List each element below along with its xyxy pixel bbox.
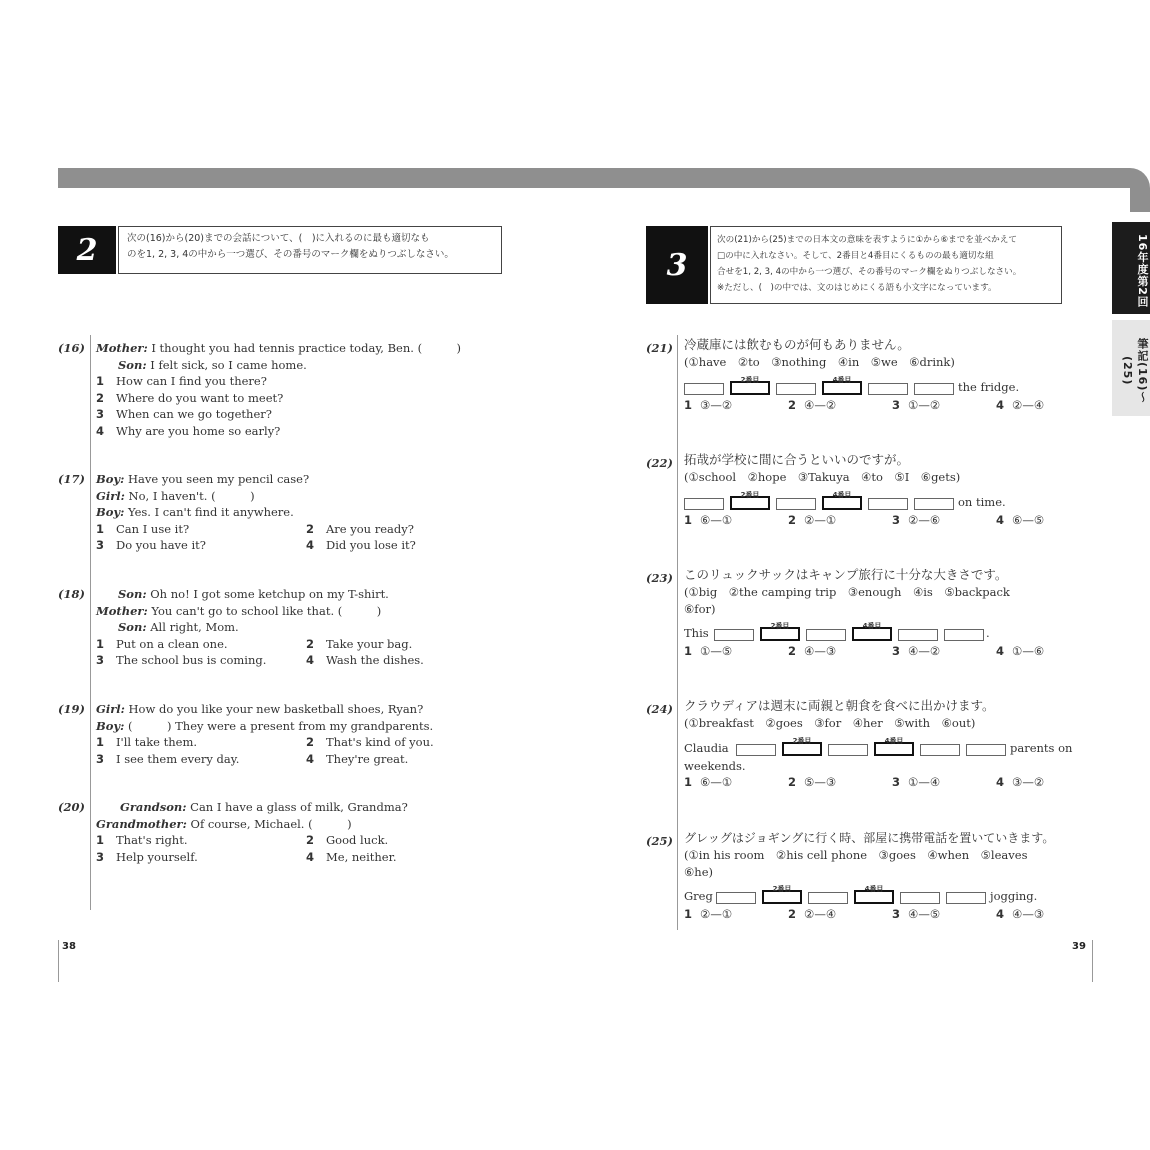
- blank-box[interactable]: [714, 629, 754, 641]
- answer-choice[interactable]: 3 ④—⑤: [892, 907, 941, 921]
- dialogue-text: You can't go to school like that. ( ): [147, 603, 382, 618]
- answer-choices: [684, 512, 1104, 529]
- answer-choice[interactable]: 3 ④—②: [892, 644, 941, 658]
- speaker: Boy:: [96, 505, 125, 519]
- answer-choice[interactable]: 4 ①—⑥: [996, 644, 1045, 658]
- option[interactable]: 3 When can we go together?: [96, 407, 272, 421]
- dialogue-text: No, I haven't. ( ): [124, 488, 255, 503]
- option-row: [96, 652, 496, 669]
- answer-choice[interactable]: 3 ①—②: [892, 397, 941, 412]
- word-choices: (①in his room ②his cell phone ③goes ④when ⑤leaves: [684, 848, 1028, 862]
- blank-box[interactable]: [808, 892, 848, 904]
- question-divider-line: [90, 335, 91, 910]
- dialogue-line: [96, 603, 496, 620]
- question-22: [684, 451, 1104, 528]
- option-row: [96, 751, 496, 768]
- option-row: [96, 537, 496, 554]
- answer-choice[interactable]: 3 ①—④: [892, 775, 941, 789]
- sentence-start: Claudia: [684, 740, 729, 755]
- option[interactable]: 4 Did you lose it?: [306, 538, 416, 552]
- speaker: Mother:: [96, 341, 148, 355]
- dialogue-text: ( ) They were a present from my grandparents.: [124, 718, 434, 733]
- blank-box[interactable]: [828, 744, 868, 756]
- question-23: [684, 566, 1104, 660]
- dialogue-text: All right, Mom.: [146, 620, 239, 634]
- speaker: Son:: [118, 620, 147, 634]
- box-label: 4番目: [862, 622, 882, 630]
- blank-box-2nd[interactable]: [782, 736, 822, 756]
- japanese-sentence: 冷蔵庫には飲むものが何もありません。: [684, 337, 910, 352]
- answer-choice[interactable]: 3 ②—⑥: [892, 512, 941, 527]
- answer-boxes: [684, 736, 1104, 758]
- option[interactable]: 2 Are you ready?: [306, 521, 414, 536]
- side-tab-section: 筆記(16)〜(25): [1112, 320, 1150, 416]
- sentence-end: parents on: [1010, 740, 1073, 755]
- dialogue-line: [96, 718, 496, 735]
- sentence-end: on time.: [958, 494, 1006, 509]
- option[interactable]: 1 How can I find you there?: [96, 374, 267, 388]
- option[interactable]: 2 Good luck.: [306, 833, 389, 847]
- blank-box-2nd[interactable]: [730, 375, 770, 395]
- instruction-line: 次の(21)から(25)までの日本文の意味を表すように①から⑥までを並べかえて: [717, 235, 1017, 245]
- question-number: (21): [646, 341, 673, 355]
- question-number: (24): [646, 702, 673, 716]
- question-24: [684, 697, 1104, 791]
- word-choices-cont: ⑥for): [684, 601, 716, 616]
- instruction-line: ※ただし、( )の中では、文のはじめにくる語も小文字になっています。: [717, 283, 997, 293]
- speaker: Grandson:: [120, 800, 187, 814]
- question-19: [96, 701, 496, 767]
- option[interactable]: 1 Put on a clean one.: [96, 636, 228, 651]
- answer-choices: [684, 643, 1104, 660]
- question-16: [96, 340, 496, 439]
- dialogue-text: How do you like your new basketball shoes, Ryan?: [124, 702, 424, 716]
- box-label: 2番目: [772, 885, 792, 893]
- blank-box[interactable]: [944, 629, 984, 641]
- dialogue-line: [96, 701, 496, 718]
- answer-choice[interactable]: 1 ⑥—①: [684, 512, 733, 527]
- speaker: Grandmother:: [96, 816, 187, 831]
- box-label: 4番目: [884, 736, 904, 745]
- dialogue-text: Have you seen my pencil case?: [124, 472, 310, 486]
- answer-choice[interactable]: 2 ②—④: [788, 907, 837, 921]
- question-18: [96, 586, 496, 669]
- option[interactable]: 4 Me, neither.: [306, 849, 397, 864]
- dialogue-line: [96, 488, 496, 505]
- sentence-end: jogging.: [990, 889, 1038, 903]
- speaker: Girl:: [96, 702, 125, 716]
- option[interactable]: 2 Take your bag.: [306, 636, 413, 651]
- instruction-line: のを1, 2, 3, 4の中から一つ選び、その番号のマーク欄をぬりつぶしなさい。: [127, 249, 454, 260]
- header-bar: [58, 168, 1150, 188]
- word-choices: (①breakfast ②goes ③for ④her ⑤with ⑥out): [684, 716, 976, 730]
- page-number: 39: [1072, 941, 1086, 952]
- box-label: 2番目: [770, 622, 790, 630]
- option[interactable]: 1 Can I use it?: [96, 521, 190, 536]
- blank-box[interactable]: [914, 383, 954, 395]
- option[interactable]: 4 Why are you home so early?: [96, 423, 281, 438]
- answer-boxes: [684, 884, 1114, 906]
- dialogue-line: [96, 340, 496, 357]
- answer-choice[interactable]: 4 ②—④: [996, 397, 1045, 412]
- dialogue-line: [96, 619, 496, 636]
- question-number: (17): [58, 472, 85, 486]
- question-number: (16): [58, 341, 85, 355]
- blank-box-4th[interactable]: [854, 885, 894, 904]
- dialogue-line: [96, 816, 496, 833]
- question-25: [684, 829, 1114, 923]
- blank-box[interactable]: [966, 744, 1006, 756]
- question-20: [96, 799, 496, 865]
- speaker: Boy:: [96, 718, 125, 733]
- word-choices-cont: ⑥he): [684, 864, 714, 879]
- question-21: [684, 336, 1104, 413]
- answer-choice[interactable]: 2 ④—③: [788, 644, 837, 658]
- dialogue-line: [96, 586, 496, 603]
- question-17: [96, 471, 496, 554]
- sentence-start: Greg: [684, 889, 713, 903]
- blank-box[interactable]: [684, 498, 724, 510]
- blank-box[interactable]: [776, 383, 816, 395]
- section-number-2: 2: [58, 226, 116, 274]
- answer-choice[interactable]: 4 ⑥—⑤: [996, 512, 1045, 527]
- option[interactable]: 2 Where do you want to meet?: [96, 390, 284, 405]
- speaker: Boy:: [96, 472, 125, 486]
- option[interactable]: 1 I'll take them.: [96, 735, 198, 749]
- page-margin-line: [58, 940, 59, 982]
- blank-box-4th[interactable]: [852, 622, 892, 641]
- question-number: (20): [58, 800, 85, 814]
- option[interactable]: 3 Do you have it?: [96, 538, 206, 552]
- blank-box-4th[interactable]: [874, 736, 914, 756]
- instruction-line: □の中に入れなさい。そして、2番目と4番目にくるものの最も適切な組: [717, 251, 994, 261]
- box-label: 2番目: [792, 736, 812, 745]
- side-tab-year: 16年度第2回: [1112, 222, 1150, 314]
- answer-boxes: [684, 375, 1104, 397]
- sentence-end-cont: weekends.: [684, 758, 746, 773]
- question-number: (25): [646, 834, 673, 848]
- blank-box[interactable]: [736, 744, 776, 756]
- blank-box-2nd[interactable]: [730, 490, 770, 510]
- blank-box[interactable]: [776, 498, 816, 510]
- box-label: 4番目: [832, 375, 852, 384]
- dialogue-text: Can I have a glass of milk, Grandma?: [186, 800, 408, 814]
- answer-choices: [684, 397, 1104, 414]
- option-row: [96, 734, 496, 751]
- blank-box-2nd[interactable]: [762, 885, 802, 904]
- option-row: [96, 636, 496, 653]
- blank-box[interactable]: [920, 744, 960, 756]
- blank-box[interactable]: [716, 892, 756, 904]
- sentence-end: the fridge.: [958, 379, 1020, 394]
- blank-box-2nd[interactable]: [760, 622, 800, 641]
- japanese-sentence: グレッグはジョギングに行く時、部屋に携帯電話を置いていきます。: [684, 831, 1055, 845]
- sentence-end: .: [986, 626, 990, 640]
- answer-choice[interactable]: 4 ③—②: [996, 775, 1045, 789]
- option[interactable]: 3 Help yourself.: [96, 849, 198, 864]
- answer-choice[interactable]: 2 ②—①: [788, 512, 837, 527]
- japanese-sentence: 拓哉が学校に間に合うといいのですが。: [684, 452, 910, 467]
- answer-choice[interactable]: 4 ④—③: [996, 907, 1045, 921]
- blank-box[interactable]: [684, 383, 724, 395]
- answer-choice[interactable]: 1 ①—⑤: [684, 644, 733, 658]
- page-number: 38: [62, 941, 76, 952]
- answer-choice[interactable]: 1 ⑥—①: [684, 775, 733, 789]
- dialogue-line: [96, 504, 496, 521]
- option[interactable]: 4 They're great.: [306, 751, 409, 766]
- header-bar-corner: [1130, 188, 1150, 212]
- option[interactable]: 3 The school bus is coming.: [96, 653, 267, 667]
- option-row: [96, 521, 496, 538]
- speaker: Girl:: [96, 488, 125, 503]
- dialogue-line: [96, 357, 496, 374]
- blank-box-4th[interactable]: [822, 375, 862, 395]
- speaker: Son:: [118, 357, 147, 372]
- blank-box[interactable]: [914, 498, 954, 510]
- answer-choice[interactable]: 2 ⑤—③: [788, 775, 837, 789]
- dialogue-line: [96, 799, 496, 816]
- question-number: (18): [58, 587, 85, 601]
- box-label: 2番目: [740, 375, 760, 384]
- page-margin-line: [1092, 940, 1093, 982]
- answer-choice[interactable]: 1 ③—②: [684, 397, 733, 412]
- box-label: 4番目: [864, 885, 884, 893]
- option-row: [96, 849, 496, 866]
- dialogue-text: Yes. I can't find it anywhere.: [124, 505, 294, 519]
- box-label: 4番目: [832, 490, 852, 499]
- blank-box[interactable]: [868, 383, 908, 395]
- sentence-start: This: [684, 626, 709, 640]
- question-number: (23): [646, 571, 673, 585]
- question-number: (19): [58, 702, 85, 716]
- instruction-line: 合せを1, 2, 3, 4の中から一つ選び、その番号のマーク欄をぬりつぶしなさい。: [717, 267, 1022, 277]
- answer-boxes: [684, 621, 1104, 643]
- speaker: Son:: [118, 587, 147, 601]
- blank-box[interactable]: [868, 498, 908, 510]
- word-choices: (①have ②to ③nothing ④in ⑤we ⑥drink): [684, 355, 955, 369]
- dialogue-line: [96, 471, 496, 488]
- word-choices: (①school ②hope ③Takuya ④to ⑤I ⑥gets): [684, 470, 961, 484]
- blank-box[interactable]: [946, 892, 986, 904]
- question-divider-line: [677, 335, 678, 930]
- instruction-box-3: [710, 226, 1062, 304]
- answer-choices: [684, 906, 1114, 923]
- question-number: (22): [646, 456, 673, 470]
- option[interactable]: 3 I see them every day.: [96, 751, 240, 766]
- option[interactable]: 2 That's kind of you.: [306, 735, 434, 749]
- blank-box[interactable]: [900, 892, 940, 904]
- option[interactable]: 1 That's right.: [96, 833, 188, 847]
- japanese-sentence: クラウディアは週末に両親と朝食を食べに出かけます。: [684, 698, 995, 713]
- speaker: Mother:: [96, 603, 148, 618]
- japanese-sentence: このリュックサックはキャンプ旅行に十分な大きさです。: [684, 567, 1008, 582]
- blank-box-4th[interactable]: [822, 490, 862, 510]
- dialogue-text: Of course, Michael. ( ): [186, 816, 352, 831]
- option[interactable]: 4 Wash the dishes.: [306, 653, 424, 667]
- dialogue-text: I felt sick, so I came home.: [146, 357, 307, 372]
- box-label: 2番目: [740, 490, 760, 499]
- option-row: [96, 832, 496, 849]
- dialogue-text: Oh no! I got some ketchup on my T-shirt.: [146, 587, 389, 601]
- instruction-box-2: [118, 226, 502, 274]
- instruction-line: 次の(16)から(20)までの会話について、( )に入れるのに最も適切なも: [127, 233, 430, 244]
- section-number-3: 3: [646, 226, 708, 304]
- answer-choice[interactable]: 2 ④—②: [788, 397, 837, 412]
- dialogue-text: I thought you had tennis practice today, Ben. ( ): [147, 341, 462, 355]
- word-choices: (①big ②the camping trip ③enough ④is ⑤backpack: [684, 585, 1010, 599]
- answer-choices: [684, 774, 1104, 791]
- blank-box[interactable]: [898, 629, 938, 641]
- answer-choice[interactable]: 1 ②—①: [684, 907, 733, 921]
- answer-boxes: [684, 490, 1104, 512]
- blank-box[interactable]: [806, 629, 846, 641]
